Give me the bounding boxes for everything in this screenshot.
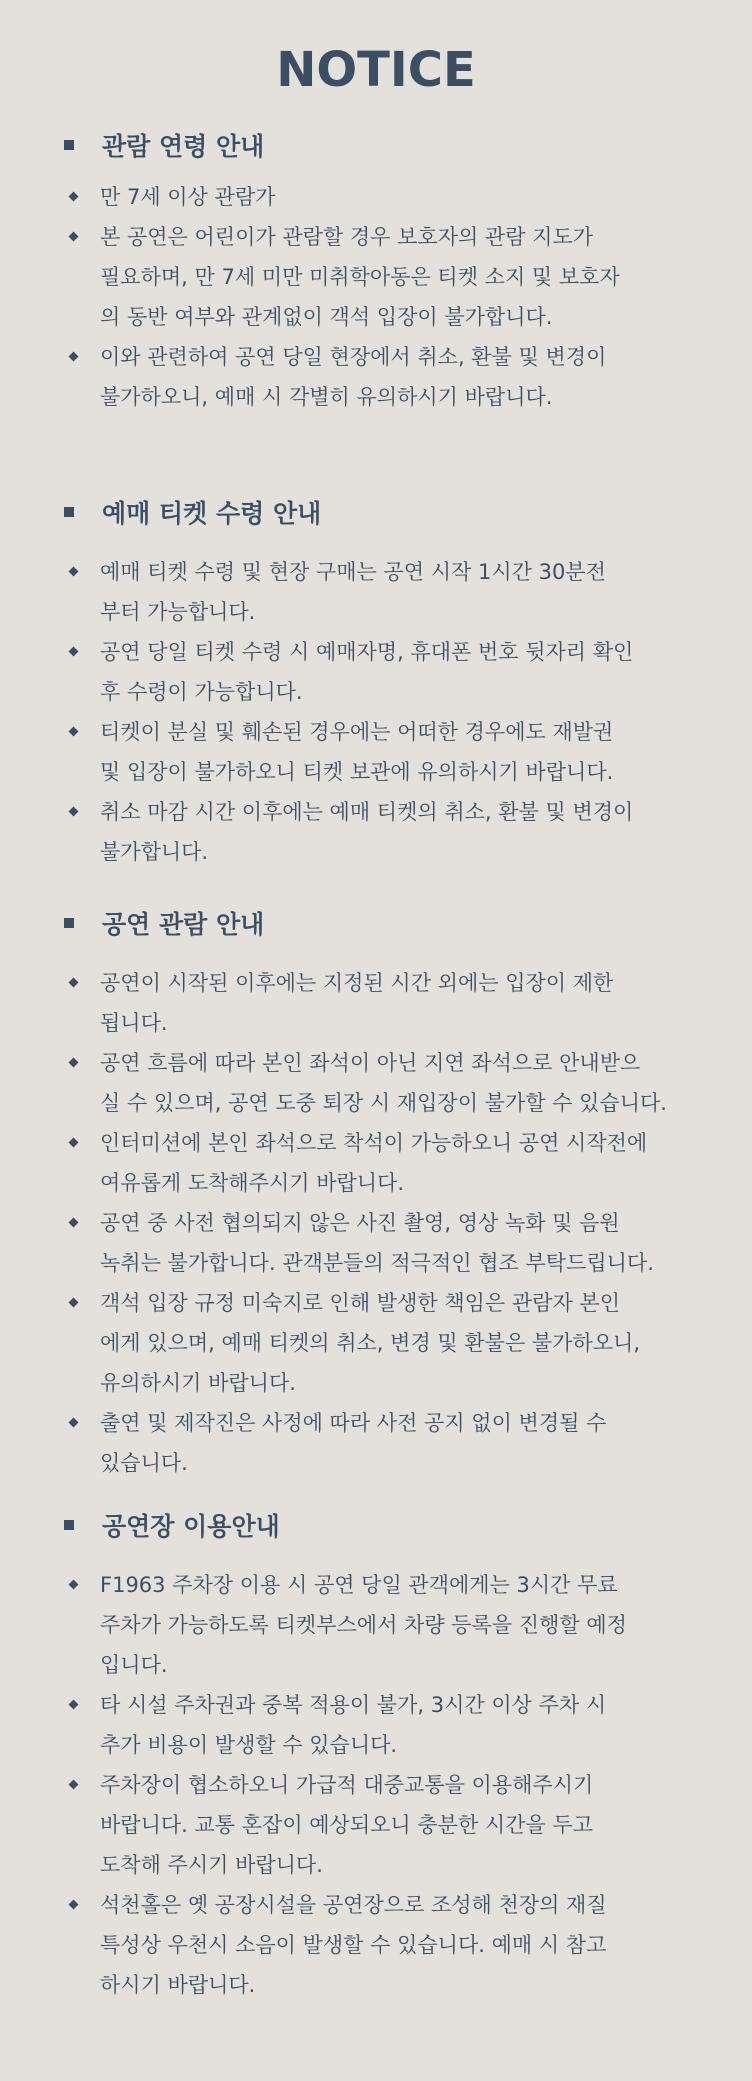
item-text-line: 취소 마감 시간 이후에는 예매 티켓의 취소, 환불 및 변경이 — [100, 800, 634, 824]
item-text-line: 바랍니다. 교통 혼잡이 예상되오니 충분한 시간을 두고 — [100, 1813, 594, 1837]
item-text-line: 부터 가능합니다. — [100, 600, 256, 624]
notice-list — [0, 552, 752, 872]
item-text-line: 실 수 있으며, 공연 도중 퇴장 시 재입장이 불가할 수 있습니다. — [100, 1091, 667, 1115]
diamond-bullet-icon — [69, 1900, 79, 1910]
list-item — [100, 1765, 690, 1885]
square-bullet-icon — [64, 918, 74, 928]
list-item — [100, 1283, 690, 1403]
list-item — [100, 1685, 690, 1765]
item-text-line: 티켓이 분실 및 훼손된 경우에는 어떠한 경우에도 재발권 — [100, 720, 614, 744]
diamond-bullet-icon — [69, 1058, 79, 1068]
item-text-line: 주차가 가능하도록 티켓부스에서 차량 등록을 진행할 예정 — [100, 1613, 627, 1637]
item-text-line: 의 동반 여부와 관계없이 객석 입장이 불가합니다. — [100, 305, 553, 329]
item-text-line: 필요하며, 만 7세 미만 미취학아동은 티켓 소지 및 보호자 — [100, 265, 620, 289]
item-text-line: 하시기 바랍니다. — [100, 1973, 256, 1997]
item-text-line: 에게 있으며, 예매 티켓의 취소, 변경 및 환불은 불가하오니, — [100, 1331, 641, 1355]
item-text-line: 특성상 우천시 소음이 발생할 수 있습니다. 예매 시 참고 — [100, 1933, 607, 1957]
section-heading — [0, 492, 752, 532]
notice-list — [0, 177, 752, 417]
item-text-line: 있습니다. — [100, 1451, 188, 1475]
list-item — [100, 963, 690, 1043]
item-text-line: 추가 비용이 발생할 수 있습니다. — [100, 1733, 398, 1757]
list-item — [100, 1123, 690, 1203]
notice-list — [0, 1565, 752, 2005]
list-item — [100, 1403, 690, 1483]
list-item — [100, 552, 690, 632]
diamond-bullet-icon — [69, 978, 79, 988]
item-text-line: 도착해 주시기 바랍니다. — [100, 1853, 323, 1877]
item-text-line: F1963 주차장 이용 시 공연 당일 관객에게는 3시간 무료 — [100, 1573, 618, 1597]
section-title: 관람 연령 안내 — [102, 132, 265, 161]
diamond-bullet-icon — [69, 1138, 79, 1148]
list-item — [100, 337, 690, 417]
item-text-line: 타 시설 주차권과 중복 적용이 불가, 3시간 이상 주차 시 — [100, 1693, 607, 1717]
item-text-line: 녹취는 불가합니다. 관객분들의 적극적인 협조 부탁드립니다. — [100, 1251, 654, 1275]
notice-list — [0, 963, 752, 1483]
diamond-bullet-icon — [69, 232, 79, 242]
diamond-bullet-icon — [69, 352, 79, 362]
section-title: 공연 관람 안내 — [102, 910, 265, 939]
item-text-line: 공연 중 사전 협의되지 않은 사진 촬영, 영상 녹화 및 음원 — [100, 1211, 620, 1235]
item-text-line: 불가하오니, 예매 시 각별히 유의하시기 바랍니다. — [100, 385, 553, 409]
item-text-line: 공연 흐름에 따라 본인 좌석이 아닌 지연 좌석으로 안내받으 — [100, 1051, 641, 1075]
item-text-line: 여유롭게 도착해주시기 바랍니다. — [100, 1171, 405, 1195]
item-text-line: 됩니다. — [100, 1011, 168, 1035]
item-text-line: 예매 티켓 수령 및 현장 구매는 공연 시작 1시간 30분전 — [100, 560, 606, 584]
square-bullet-icon — [64, 1520, 74, 1530]
item-text-line: 입니다. — [100, 1653, 168, 1677]
list-item — [100, 632, 690, 712]
diamond-bullet-icon — [69, 647, 79, 657]
list-item — [100, 1885, 690, 2005]
item-text-line: 주차장이 협소하오니 가급적 대중교통을 이용해주시기 — [100, 1773, 594, 1797]
item-text-line: 후 수령이 가능합니다. — [100, 680, 303, 704]
item-text-line: 공연 당일 티켓 수령 시 예매자명, 휴대폰 번호 뒷자리 확인 — [100, 640, 634, 664]
section-heading — [0, 125, 752, 165]
item-text-line: 객석 입장 규정 미숙지로 인해 발생한 책임은 관람자 본인 — [100, 1291, 620, 1315]
page-title: NOTICE — [276, 42, 476, 98]
item-text-line: 석천홀은 옛 공장시설을 공연장으로 조성해 천장의 재질 — [100, 1893, 607, 1917]
diamond-bullet-icon — [69, 1218, 79, 1228]
notice-section — [0, 492, 752, 872]
diamond-bullet-icon — [69, 1780, 79, 1790]
section-title: 예매 티켓 수령 안내 — [102, 499, 322, 528]
list-item — [100, 1203, 690, 1283]
item-text-line: 유의하시기 바랍니다. — [100, 1371, 296, 1395]
item-text-line: 만 7세 이상 관람가 — [100, 185, 276, 209]
section-title: 공연장 이용안내 — [102, 1512, 280, 1541]
item-text-line: 및 입장이 불가하오니 티켓 보관에 유의하시기 바랍니다. — [100, 760, 614, 784]
square-bullet-icon — [64, 140, 74, 150]
diamond-bullet-icon — [69, 1298, 79, 1308]
list-item — [100, 712, 690, 792]
diamond-bullet-icon — [69, 807, 79, 817]
list-item — [100, 1565, 690, 1685]
notice-section — [0, 125, 752, 417]
diamond-bullet-icon — [69, 192, 79, 202]
item-text-line: 출연 및 제작진은 사정에 따라 사전 공지 없이 변경될 수 — [100, 1411, 607, 1435]
list-item — [100, 1043, 690, 1123]
list-item — [100, 217, 690, 337]
notice-section — [0, 1505, 752, 2005]
notice-section — [0, 903, 752, 1483]
item-text-line: 공연이 시작된 이후에는 지정된 시간 외에는 입장이 제한 — [100, 971, 614, 995]
diamond-bullet-icon — [69, 567, 79, 577]
section-heading — [0, 903, 752, 943]
list-item — [100, 792, 690, 872]
section-heading — [0, 1505, 752, 1545]
diamond-bullet-icon — [69, 1418, 79, 1428]
item-text-line: 본 공연은 어린이가 관람할 경우 보호자의 관람 지도가 — [100, 225, 594, 249]
square-bullet-icon — [64, 507, 74, 517]
item-text-line: 불가합니다. — [100, 840, 209, 864]
diamond-bullet-icon — [69, 1700, 79, 1710]
item-text-line: 이와 관련하여 공연 당일 현장에서 취소, 환불 및 변경이 — [100, 345, 607, 369]
list-item — [100, 177, 690, 217]
diamond-bullet-icon — [69, 727, 79, 737]
item-text-line: 인터미션에 본인 좌석으로 착석이 가능하오니 공연 시작전에 — [100, 1131, 648, 1155]
diamond-bullet-icon — [69, 1580, 79, 1590]
